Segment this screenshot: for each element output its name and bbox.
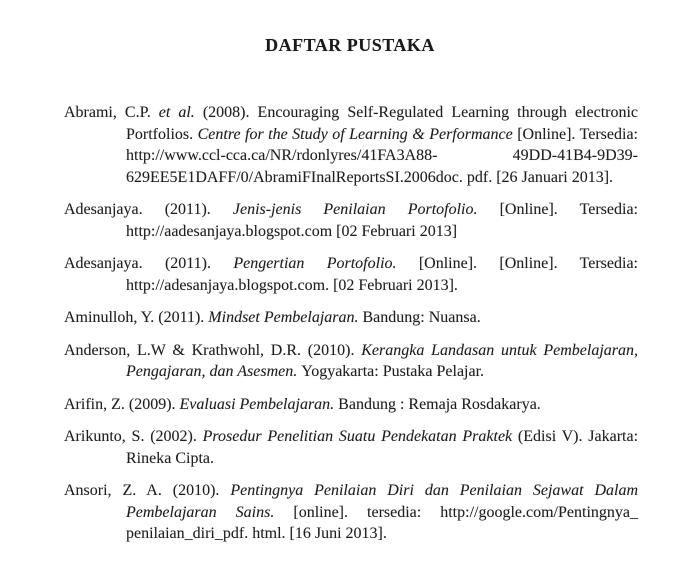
reference-entry	[64, 199, 638, 242]
reference-segment: Abrami, C.P.	[64, 104, 159, 121]
references-list	[64, 102, 638, 556]
reference-segment: Yogyakarta: Pustaka Pelajar.	[301, 363, 485, 380]
reference-entry	[64, 394, 638, 416]
reference-entry	[64, 253, 638, 296]
reference-entry	[64, 307, 638, 329]
reference-entry	[64, 102, 638, 188]
reference-segment: Evaluasi Pembelajaran.	[179, 395, 339, 413]
reference-segment: Kerangka Landasan untuk Pembelajaran, Pengajaran, dan Asesmen.	[126, 341, 638, 380]
reference-entry	[64, 340, 638, 383]
reference-segment: Arifin, Z. (2009).	[64, 395, 180, 413]
reference-segment: [Online]. Tersedia: http://aadesanjaya.blogspot.com [02 Februari 2013]	[126, 201, 638, 240]
reference-segment: Aminulloh, Y. (2011).	[64, 309, 209, 326]
reference-segment: Prosedur Penelitian Suatu Pendekatan Praktek	[202, 428, 518, 445]
reference-segment: Bandung : Remaja Rosdakarya.	[338, 395, 541, 413]
reference-segment: Bandung: Nuansa.	[362, 309, 481, 326]
reference-segment: Ansori, Z. A. (2010).	[64, 482, 231, 499]
reference-segment: [Online]. [Online]. Tersedia: http://adesanjaya.blogspot.com. [02 Februari 2013].	[126, 255, 638, 294]
reference-segment: Anderson, L.W & Krathwohl, D.R. (2010).	[64, 341, 362, 359]
reference-segment: Adesanjaya. (2011).	[64, 255, 234, 272]
reference-segment: Pengertian Portofolio.	[233, 255, 419, 272]
reference-segment: (Edisi V). Jakarta: Rineka Cipta.	[126, 428, 639, 467]
reference-segment: [Online]. Tersedia: http://www.ccl-cca.ca/NR/rdonlyres/41FA3A88- 49DD-41B4-9D39-629EE5E1DAFF/0/AbramiFInalReportsSI.2006doc. pdf. [26 Januari 2013].	[126, 125, 638, 186]
reference-entry	[64, 426, 638, 469]
reference-segment: et al.	[158, 104, 203, 121]
reference-segment: [online]. tersedia: http://google.com/Pentingnya_ penilaian_diri_pdf. html. [16 Juni 2013].	[126, 503, 638, 542]
reference-segment: (2008). Encouraging Self-Regulated Learning through electronic Portfolios.	[126, 104, 639, 143]
reference-segment: Adesanjaya. (2011).	[64, 201, 233, 218]
page-title: DAFTAR PUSTAKA	[265, 35, 435, 55]
reference-entry	[64, 480, 638, 545]
reference-segment: Jenis-jenis Penilaian Portofolio.	[232, 201, 500, 218]
reference-segment: Arikunto, S. (2002).	[64, 428, 203, 445]
reference-segment: Pentingnya Penilaian Diri dan Penilaian Sejawat Dalam Pembelajaran Sains.	[126, 482, 639, 521]
reference-segment: Mindset Pembelajaran.	[208, 309, 363, 326]
reference-segment: Centre for the Study of Learning & Performance	[197, 125, 518, 143]
